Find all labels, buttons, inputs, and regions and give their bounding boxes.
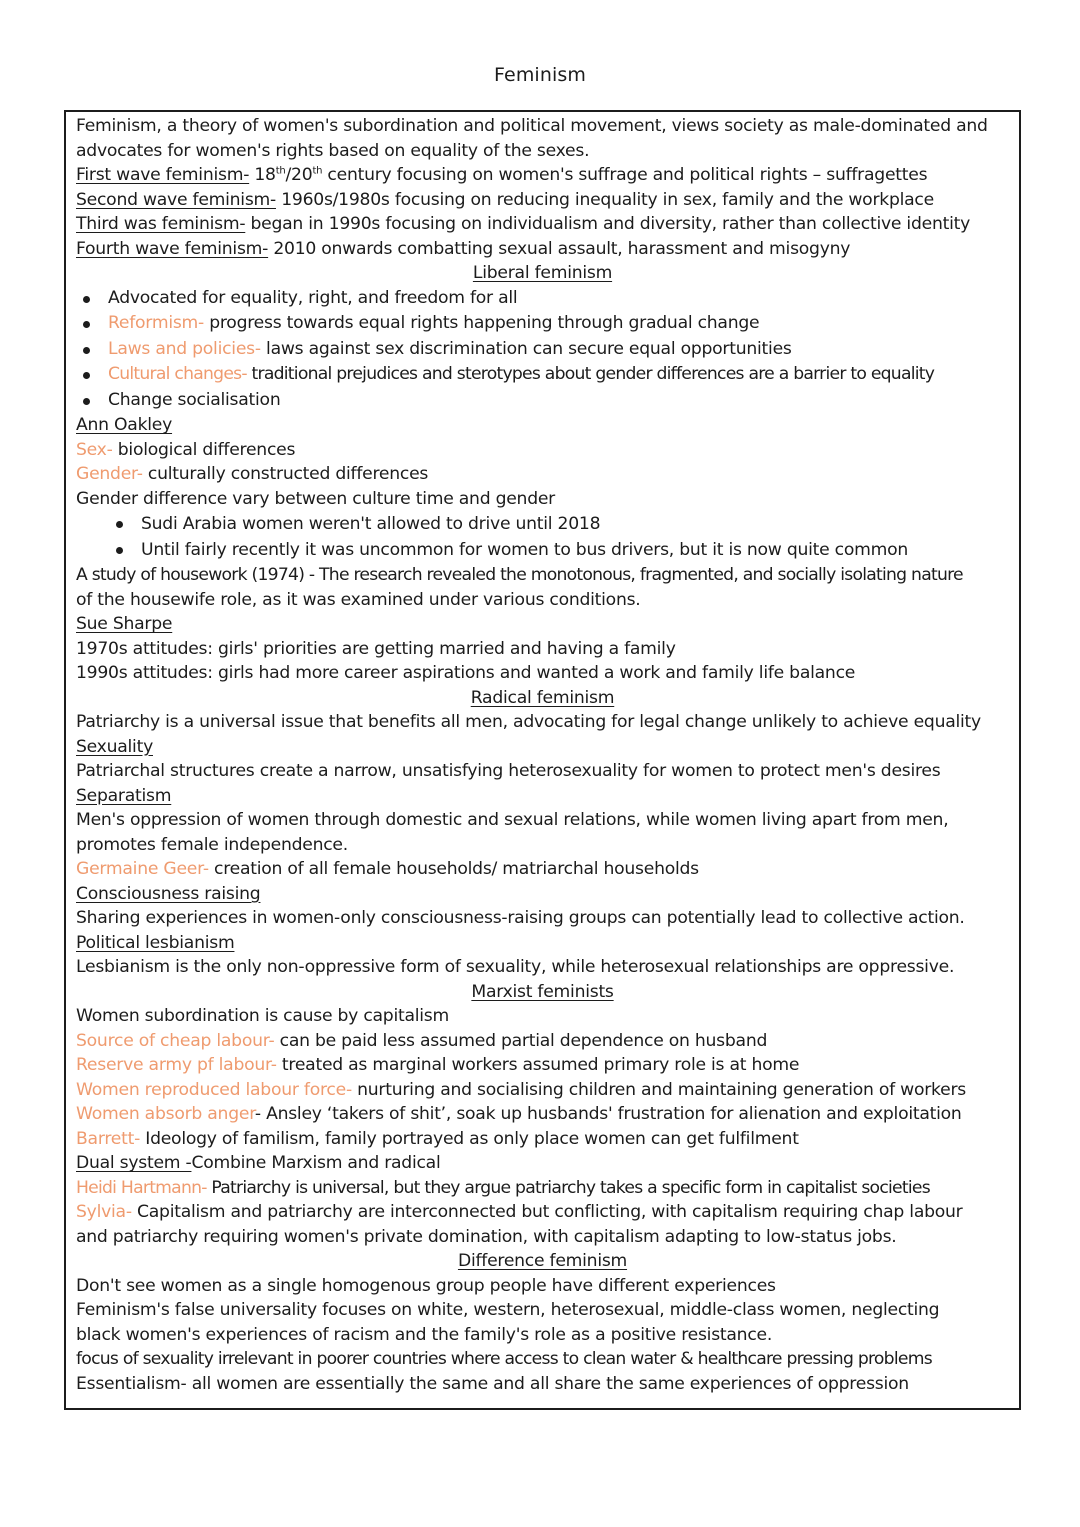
wave-term: Third was feminism- xyxy=(76,214,246,234)
separatism-line-1: Men's oppression of women through domestic and sexual relations, while women living apart from men, xyxy=(76,810,949,831)
marxist-cause: Women subordination is cause by capitalism xyxy=(76,1006,450,1027)
housework-line-2: of the housewife role, as it was examined under various conditions. xyxy=(76,589,641,610)
greer-line: Germaine Geer- creation of all female households/ matriarchal households xyxy=(76,859,699,880)
subheading-political-lesbianism: Political lesbianism xyxy=(76,932,235,953)
gender-definition: Gender- culturally constructed differences xyxy=(76,464,429,485)
wave-term: First wave feminism- xyxy=(76,165,250,185)
consciousness-text: Sharing experiences in women-only consciousness-raising groups can potentially lead to collective action. xyxy=(76,908,965,929)
sexuality-text: Patriarchal structures create a narrow, unsatisfying heterosexuality for women to protect men's desires xyxy=(76,761,941,782)
difference-line-5: Essentialism- all women are essentially the same and all share the same experiences of oppression xyxy=(76,1373,909,1394)
list-item: Advocated for equality, right, and freedom for all xyxy=(76,286,1009,312)
subheading-sue-sharpe: Sue Sharpe xyxy=(76,614,173,635)
list-item: Change socialisation xyxy=(76,388,1009,414)
section-heading-liberal: Liberal feminism xyxy=(472,263,613,283)
page-title: Feminism xyxy=(494,64,586,86)
difference-line-2: Feminism's false universality focuses on white, western, heterosexual, middle-class women, neglecting xyxy=(76,1300,940,1321)
list-item: Reformism- progress towards equal rights happening through gradual change xyxy=(76,311,1009,337)
marxist-point: Women reproduced labour force- nurturing and socialising children and maintaining generation of workers xyxy=(76,1079,966,1100)
sylvia-line-2: and patriarchy requiring women's private domination, with capitalism adapting to low-status jobs. xyxy=(76,1226,897,1247)
notes-box xyxy=(64,110,1021,1410)
patriarchy-line: Patriarchy is a universal issue that benefits all men, advocating for legal change unlikely to achieve equality xyxy=(76,712,981,733)
wave-third: Third was feminism- began in 1990s focusing on individualism and diversity, rather than collective identity xyxy=(76,214,971,234)
wave-term: Fourth wave feminism- xyxy=(76,238,269,259)
list-item: Laws and policies- laws against sex discrimination can secure equal opportunities xyxy=(76,337,1009,363)
wave-term: Second wave feminism- xyxy=(76,189,276,210)
section-heading-difference: Difference feminism xyxy=(457,1251,628,1272)
sex-definition: Sex- biological differences xyxy=(76,439,296,460)
wave-second: Second wave feminism- 1960s/1980s focusing on reducing inequality in sex, family and the workplace xyxy=(76,189,934,210)
difference-line-1: Don't see women as a single homogenous group people have different experiences xyxy=(76,1275,776,1296)
gender-difference: Gender difference vary between culture time and gender xyxy=(76,488,555,509)
subheading-consciousness: Consciousness raising xyxy=(76,883,261,904)
sharpe-1970s: 1970s attitudes: girls' priorities are getting married and having a family xyxy=(76,638,676,659)
subheading-sexuality: Sexuality xyxy=(76,736,153,757)
marxist-point: Women absorb anger- Ansley ‘takers of shit’, soak up husbands' frustration for alienation and exploitation xyxy=(76,1104,962,1125)
subheading-separatism: Separatism xyxy=(76,785,172,806)
lesbianism-text: Lesbianism is the only non-oppressive form of sexuality, while heterosexual relationships are oppressive. xyxy=(76,957,955,978)
marxist-point: Barrett- Ideology of familism, family portrayed as only place women can get fulfilment xyxy=(76,1128,799,1149)
housework-line-1: A study of housework (1974) - The research revealed the monotonous, fragmented, and socially isolating nature xyxy=(76,565,963,586)
sylvia-line-1: Sylvia- Capitalism and patriarchy are interconnected but conflicting, with capitalism requiring chap labour xyxy=(76,1202,963,1223)
dual-system-line: Dual system -Combine Marxism and radical xyxy=(76,1153,441,1174)
definition-line-1: Feminism, a theory of women's subordination and political movement, views society as male-dominated and xyxy=(76,116,988,136)
marxist-point: Reserve army pf labour- treated as marginal workers assumed primary role is at home xyxy=(76,1055,800,1076)
wave-first: First wave feminism- 18th/20th century focusing on women's suffrage and political rights – suffragettes xyxy=(76,165,928,185)
difference-line-4: focus of sexuality irrelevant in poorer countries where access to clean water & healthcare pressing problems xyxy=(76,1349,932,1370)
subheading-ann-oakley: Ann Oakley xyxy=(76,415,173,436)
list-item: Sudi Arabia women weren't allowed to drive until 2018 xyxy=(76,511,1009,537)
section-heading-radical: Radical feminism xyxy=(470,687,615,708)
definition-line-2: advocates for women's rights based on equality of the sexes. xyxy=(76,140,590,161)
list-item: Until fairly recently it was uncommon for women to bus drivers, but it is now quite common xyxy=(76,537,1009,563)
section-heading-marxist: Marxist feminists xyxy=(471,981,614,1002)
difference-line-3: black women's experiences of racism and the family's role as a positive resistance. xyxy=(76,1324,773,1345)
list-item: Cultural changes- traditional prejudices and sterotypes about gender differences are a barrier to equality xyxy=(76,362,1009,388)
sharpe-1990s: 1990s attitudes: girls had more career aspirations and wanted a work and family life balance xyxy=(76,663,856,684)
separatism-line-2: promotes female independence. xyxy=(76,834,348,855)
hartmann-line: Heidi Hartmann- Patriarchy is universal, but they argue patriarchy takes a specific form in capitalist societies xyxy=(76,1177,930,1198)
marxist-point: Source of cheap labour- can be paid less assumed partial dependence on husband xyxy=(76,1030,768,1051)
wave-fourth: Fourth wave feminism- 2010 onwards combatting sexual assault, harassment and misogyny xyxy=(76,238,851,259)
